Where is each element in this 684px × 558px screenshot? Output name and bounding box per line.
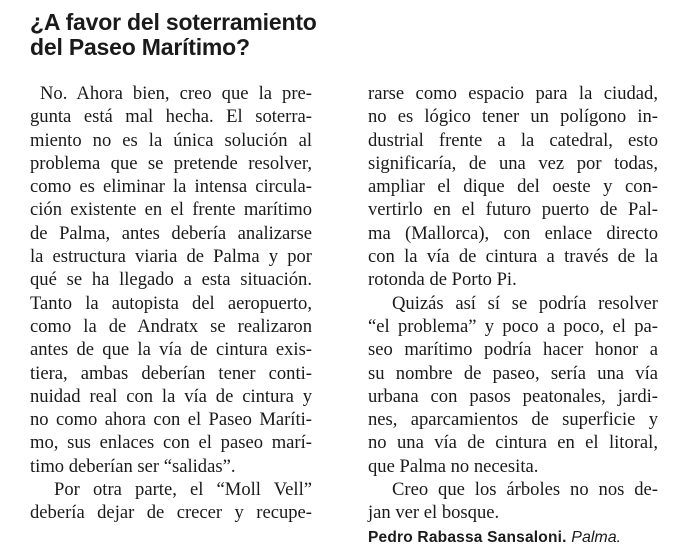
text-line: como la de Andratx se realizaron	[30, 315, 312, 337]
text-line: ción existente en el frente marítimo	[30, 199, 312, 221]
text-line: ma (Mallorca), con enlace directo	[368, 222, 658, 244]
text-line: ampliar el dique del oeste y con-	[368, 176, 658, 198]
letter-headline	[30, 10, 450, 60]
text-line: dustrial frente a la catedral, esto	[368, 129, 658, 151]
text-line: no una vía de cintura en el litoral,	[368, 432, 658, 454]
text-line: timo deberían ser “salidas”.	[30, 455, 236, 477]
text-line: Quizás así sí se podría resolver	[392, 292, 658, 314]
text-line: rotonda de Porto Pi.	[368, 269, 517, 291]
text-line: No. Ahora bien, creo que la pre-	[40, 83, 312, 104]
right-column	[368, 82, 658, 548]
text-line: qué se ha llegado a esta situación.	[30, 269, 312, 291]
text-line: Por otra parte, el “Moll Vell”	[54, 479, 312, 501]
text-line: seo marítimo podría hacer honor a	[368, 339, 658, 361]
text-line: nes, aparcamientos de superficie y	[368, 409, 658, 431]
text-line: vertirlo en el futuro puerto de Pal-	[368, 199, 658, 221]
text-line: su nombre de paseo, sería una vía	[368, 362, 658, 384]
text-line: debería dejar de crecer y recupe-	[30, 502, 312, 524]
text-line: que Palma no necesita.	[368, 455, 539, 477]
text-line: mo, sus enlaces con el paseo marí-	[30, 432, 312, 454]
text-line: no es lógico tener un polígono in-	[368, 106, 658, 128]
text-line: de Palma, antes debería analizarse	[30, 222, 312, 244]
signature-city: Palma.	[571, 528, 622, 546]
signature	[368, 525, 658, 548]
headline-line-2: del Paseo Marítimo?	[30, 34, 250, 60]
text-line: Tanto la autopista del aeropuerto,	[30, 292, 312, 314]
text-line: urbana con pasos peatonales, jardi-	[368, 385, 658, 407]
text-line: Creo que los árboles no nos de-	[392, 479, 658, 501]
left-column	[30, 82, 312, 525]
text-line: la estructura viaria de Palma y por	[30, 246, 312, 268]
text-line: no como ahora con el Paseo Maríti-	[30, 409, 312, 431]
text-line: problema que se pretende resolver,	[30, 152, 312, 174]
text-line: jan ver el bosque.	[368, 502, 500, 524]
text-line: gunta está mal hecha. El soterra-	[30, 106, 312, 128]
text-line: antes de que la vía de cintura exis-	[30, 339, 312, 361]
text-line: significaría, de una vez por todas,	[368, 152, 658, 174]
text-line: con la vía de cintura a través de la	[368, 246, 658, 268]
text-line: “el problema” y poco a poco, el pa-	[368, 315, 658, 337]
text-line: tiera, ambas deberían tener conti-	[30, 362, 312, 384]
text-line: nuidad real con la vía de cintura y	[30, 385, 312, 407]
headline-line-1: ¿A favor del soterramiento	[30, 9, 317, 35]
text-line: miento no es la única solución al	[30, 129, 312, 151]
text-line: rarse como espacio para la ciudad,	[368, 83, 658, 104]
text-line: como es eliminar la intensa circula-	[30, 176, 312, 198]
signature-name: Pedro Rabassa Sansaloni.	[368, 528, 567, 546]
